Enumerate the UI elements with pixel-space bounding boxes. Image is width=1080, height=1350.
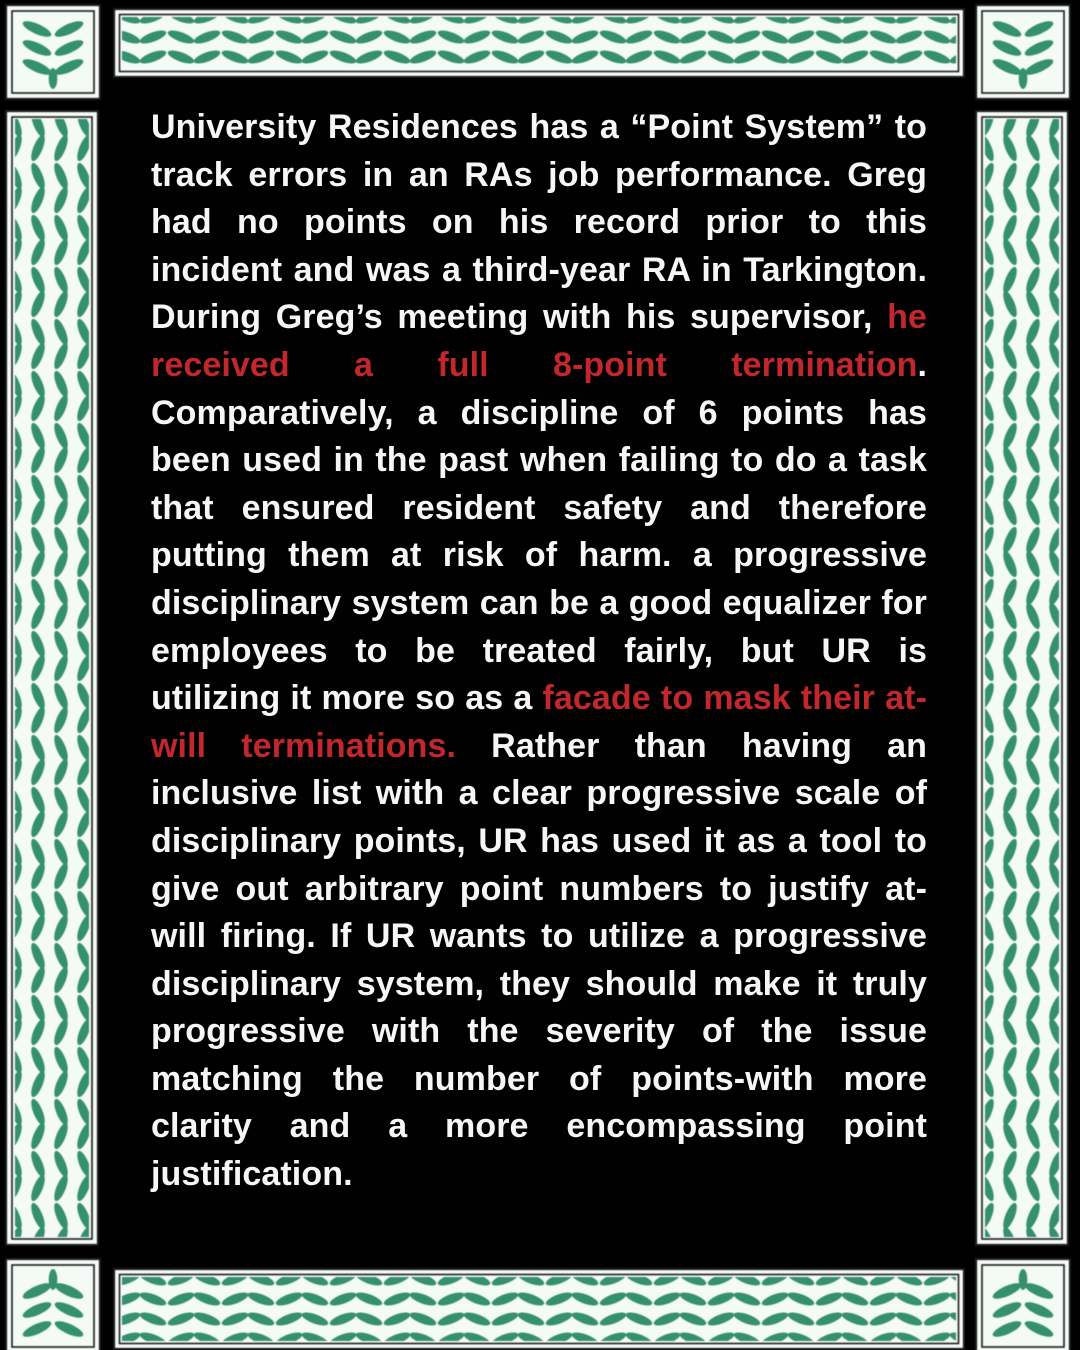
body-text: . Comparatively, a discipline of 6 points has been used in the past when failing to do a task that ensured resident safety and therefore putting them at risk of harm. a progressive disciplinary system can be a good equalizer for employees to be treated fairly, but UR is utilizing it more so as a — [151, 345, 927, 718]
article-text — [113, 78, 965, 1199]
leaf-chevron-pattern — [122, 1277, 956, 1341]
text-panel — [113, 78, 965, 1256]
leaf-chevron-pattern — [985, 119, 1059, 1237]
keffiyeh-corner-bottom-right — [975, 1258, 1071, 1350]
leaf-chevron-pattern — [15, 119, 89, 1237]
keffiyeh-corner-top-right — [975, 4, 1071, 100]
body-text: University Residences has a “Point System” to track errors in an RAs job performance. Greg had no points on his record prior to this incident and was a third-year RA in Tarkington. During Greg’s meeting with his supervisor, — [151, 108, 927, 337]
highlighted-text: he received a full 8-point termination — [151, 298, 927, 384]
keffiyeh-corner-bottom-left — [5, 1258, 101, 1350]
keffiyeh-border-bottom — [113, 1268, 965, 1350]
keffiyeh-border-right — [975, 110, 1069, 1246]
leaf-chevron-pattern — [122, 17, 956, 69]
highlighted-text: facade to mask their at-will terminations. — [151, 679, 927, 765]
keffiyeh-corner-top-left — [5, 4, 101, 100]
keffiyeh-border-left — [5, 110, 99, 1246]
body-text: Rather than having an inclusive list with a clear progressive scale of disciplinary points, UR has used it as a tool to give out arbitrary point numbers to justify at-will firing. If UR wants to utilize a progressive disciplinary system, they should make it truly progressive with the severity of the issue matching the number of points-with more clarity and a more encompassing point justification. — [151, 726, 927, 1194]
keffiyeh-border-top — [113, 8, 965, 78]
